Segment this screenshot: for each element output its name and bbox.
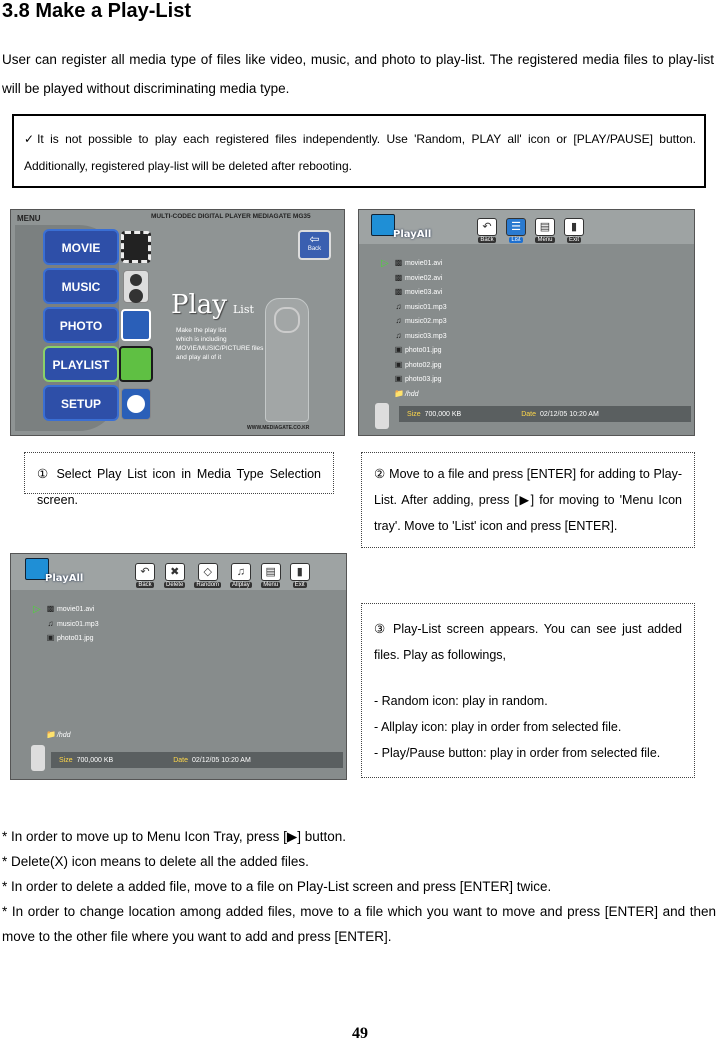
photo-icon [121,309,151,341]
list-item[interactable] [394,387,447,402]
step2-text: ② Move to a file and press [ENTER] for adding to Play-List. After adding, press [▶] for moving to 'Menu Icon tray'. Move to 'List' icon and press [ENTER]. [374,467,682,533]
back-tool-label: Back [138,582,152,588]
list-item[interactable] [394,372,447,387]
photo-file-icon: ▣ [394,359,403,369]
back-button[interactable] [298,230,331,260]
page-title: 3.8 Make a Play-List [2,0,191,22]
list-tool-button[interactable] [506,218,526,243]
folder-path: /hdd [56,732,71,739]
movie-file-icon: ▩ [394,258,403,267]
folder-icon: 📁 [46,730,56,739]
back-tool-button[interactable] [477,218,497,243]
menu-description [176,326,263,362]
delete-tool-label: Delete [166,582,184,588]
door-icon: ▮ [290,563,310,581]
step3-item: - Play/Pause button: play in order from selected file. [374,746,661,760]
back-arrow-icon: ⇦ [309,232,320,246]
file-name: movie01.avi [56,606,95,613]
menu-description-line: MOVIE/MUSIC/PICTURE files [176,345,264,352]
menu-icon: ▤ [535,218,555,236]
menu-button-movie[interactable]: MOVIE [43,229,119,265]
list-item[interactable] [46,631,99,646]
list-item[interactable] [46,602,99,617]
photo-file-icon: ▣ [394,345,403,354]
note-item: * In order to move up to Menu Icon Tray, press [▶] button. [2,829,347,844]
menu-screenshot [10,209,345,436]
step3-item: - Random icon: play in random. [374,694,548,708]
size-label: Size [59,756,73,764]
playall-logo: PlayAll [393,229,432,240]
file-name: photo03.jpg [404,376,442,383]
menu-description-line: and play all of it [176,354,222,361]
page-number: 49 [352,1025,368,1042]
playall-screenshot [10,553,347,780]
photo-file-icon: ▣ [46,633,55,642]
allplay-icon: ♫ [231,563,251,581]
folder-icon: 📁 [394,388,404,398]
play-subtitle: List [233,303,254,316]
allplay-tool-label: Allplay [232,582,250,588]
allplay-tool-button[interactable] [230,563,252,588]
file-list [394,256,447,401]
gift-box-icon [371,214,395,236]
menu-button-setup[interactable]: SETUP [43,385,119,421]
list-item[interactable] [394,300,447,315]
gift-box-icon [119,346,153,382]
file-name: music03.mp3 [404,332,447,340]
menu-button-playlist[interactable]: PLAYLIST [43,346,119,382]
back-tool-button[interactable] [135,563,155,588]
back-tool-label: Back [480,237,494,243]
movie-file-icon: ▩ [394,287,403,296]
movie-file-icon: ▩ [394,272,403,282]
size-value: 700,000 KB [424,410,462,418]
menu-tool-label: Menu [537,237,553,243]
delete-x-icon: ✖ [165,563,185,581]
list-item[interactable] [394,358,447,373]
list-item[interactable] [46,617,99,632]
list-item[interactable] [394,329,447,344]
film-icon [121,231,151,263]
file-name: movie02.avi [404,274,443,282]
file-name: photo01.jpg [404,347,442,354]
notes-list [2,824,716,949]
note-box: ✓It is not possible to play each registered files independently. Use 'Random, PLAY all' icon or [PLAY/PAUSE] button. Additionally, registered play-list will be deleted after rebooting. [12,114,706,188]
file-list [46,602,99,646]
step2-caption [361,452,695,548]
date-label: Date [521,410,537,418]
music-file-icon: ♫ [395,316,402,325]
note-item: * In order to delete a added file, move to a file on Play-List screen and press [ENTER] twice. [2,879,552,894]
size-label: Size [407,410,421,418]
menu-tool-label: Menu [263,582,279,588]
photo-file-icon: ▣ [394,374,403,383]
music-file-icon: ♫ [395,301,402,311]
intro-paragraph: User can register all media type of files like video, music, and photo to play-list. The registered media files to play-list will be played without discriminating media type. [2,52,714,96]
play-cursor-icon: ▷ [33,604,41,615]
back-label: Back [307,246,322,252]
remote-control-illustration [265,298,309,422]
website-url: WWW.MEDIAGATE.CO.KR [247,425,310,431]
menu-icon: ▤ [261,563,281,581]
file-name: photo02.jpg [404,361,442,369]
step3-intro: ③ Play-List screen appears. You can see just added files. Play as followings, [374,622,682,662]
delete-tool-button[interactable] [164,563,185,588]
list-item[interactable] [394,343,447,358]
clock-icon [121,388,151,420]
file-list-screenshot [358,209,695,436]
list-icon: ☰ [506,218,526,236]
list-item[interactable] [394,314,447,329]
step3-caption [361,603,695,778]
folder-row[interactable] [46,728,71,743]
exit-tool-label: Exit [294,582,305,588]
file-name: music02.mp3 [404,318,447,325]
random-tool-label: Random [196,582,220,588]
list-item[interactable] [394,256,447,271]
status-bar [399,406,691,422]
date-value: 02/12/05 10:20 AM [192,756,251,764]
menu-header: MULTI-CODEC DIGITAL PLAYER MEDIAGATE MG35 [151,213,311,220]
music-file-icon: ♫ [47,618,54,628]
status-bar [51,752,343,768]
music-file-icon: ♫ [395,330,402,340]
play-title: Play [171,290,227,320]
list-tool-label: List [511,237,521,243]
file-name: photo01.jpg [56,635,94,642]
folder-path: /hdd [404,390,419,398]
random-icon: ◇ [198,563,218,581]
menu-description-line: Make the play list [176,327,227,334]
menu-description-line: which is including [176,336,227,343]
exit-tool-label: Exit [568,237,579,243]
list-item[interactable] [394,271,447,286]
step3-item: - Allplay icon: play in order from selected file. [374,720,622,734]
menu-button-photo[interactable]: PHOTO [43,307,119,343]
speaker-icon [123,270,149,303]
date-label: Date [173,756,189,764]
step1-caption [24,452,334,507]
back-arrow-icon: ↶ [135,563,155,581]
note-item: * Delete(X) icon means to delete all the added files. [2,854,309,869]
play-cursor-icon: ▷ [381,258,389,269]
random-tool-button[interactable] [194,563,221,588]
step1-text: ① Select Play List icon in Media Type Selection screen. [37,467,321,507]
list-item[interactable] [394,285,447,300]
file-name: movie01.avi [404,260,443,267]
toolbar [135,563,310,588]
file-name: movie03.avi [404,289,443,296]
menu-label: MENU [17,214,41,223]
menu-tool-button[interactable] [535,218,555,243]
file-name: music01.mp3 [404,303,447,311]
date-value: 02/12/05 10:20 AM [540,410,599,418]
note-item: * In order to change location among added files, move to a file which you want to move and press [ENTER] and then move to the other file where you want to add and press [ENTER]. [2,904,716,944]
size-value: 700,000 KB [76,756,114,764]
back-arrow-icon: ↶ [477,218,497,236]
exit-tool-button[interactable] [564,218,584,243]
device-icon [375,403,389,429]
device-icon [31,745,45,771]
playall-logo: PlayAll [45,573,84,584]
toolbar [477,218,584,243]
door-icon: ▮ [564,218,584,236]
menu-tool-button[interactable] [261,563,281,588]
exit-tool-button[interactable] [290,563,310,588]
movie-file-icon: ▩ [46,604,55,613]
menu-button-music[interactable]: MUSIC [43,268,119,304]
file-name: music01.mp3 [56,620,99,628]
